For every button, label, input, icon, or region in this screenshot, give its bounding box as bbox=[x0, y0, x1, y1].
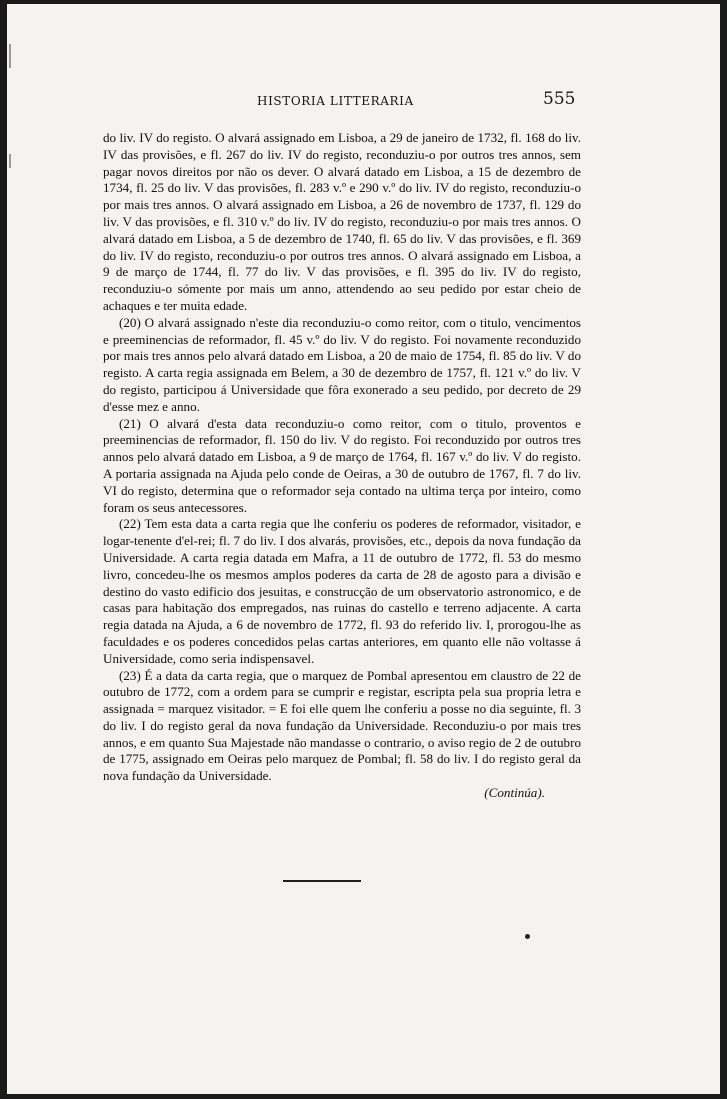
page-header bbox=[7, 89, 720, 112]
body-text bbox=[103, 130, 581, 802]
scan-margin-mark bbox=[9, 154, 11, 168]
note-21: (21) O alvará d'esta data reconduziu-o como reitor, com o titulo, proventos e preeminencias de reformador, fl. 150 do liv. V do registo. Foi reconduzido por outros tres annos pelo alvará datado em Lisboa, a 9 de março de 1764, fl. 167 v.º do liv. V do registo. A portaria assignada na Ajuda pelo conde de Oeiras, a 30 de outubro de 1767, fl. 7 do liv. VI do registo, determina que o reformador seja contado na ultima terça por inteiro, como foram os seus antecessores. bbox=[103, 415, 581, 515]
running-title: HISTORIA LITTERARIA bbox=[257, 94, 414, 108]
document-page bbox=[7, 4, 720, 1094]
scan-margin-mark bbox=[9, 44, 11, 68]
note-20: (20) O alvará assignado n'este dia reconduziu-o como reitor, com o titulo, vencimentos e preeminencias de reformador, fl. 45 v.º do liv. V do registo. Foi novamente reconduzido por mais tres annos pelo alvará datado em Lisboa, a 20 de maio de 1754, fl. 85 do liv. V do registo. A carta regia assignada em Belem, a 30 de dezembro de 1757, fl. 121 v.º do liv. V do registo, participou á Universidade que fôra exonerado a seu pedido, por decreto de 29 d'esse mez e anno. bbox=[103, 314, 581, 414]
ink-speck bbox=[525, 934, 530, 939]
section-rule bbox=[283, 880, 361, 882]
note-22: (22) Tem esta data a carta regia que lhe conferiu os poderes de reformador, visitador, e logar-tenente d'el-rei; fl. 7 do liv. I dos alvarás, provisões, etc., depois da nova fundação da Universidade. A carta regia datada em Mafra, a 11 de outubro de 1772, fl. 53 do mesmo livro, concedeu-lhe os mesmos amplos poderes da carta de 28 de agosto para a divisão e destino do vasto edificio dos jesuitas, e construcção de um observatorio astronomico, e de casas para habitação dos empregados, nas ruinas do castello e terreno adjacente. A carta regia datada na Ajuda, a 6 de novembro de 1772, fl. 93 do referido liv. I, prorogou-lhe as faculdades e os poderes concedidos pelas cartas anteriores, em quanto elle não voltasse á Universidade, como seria indispensavel. bbox=[103, 516, 581, 666]
continuation-note: (Continúa). bbox=[484, 785, 545, 801]
paragraph-continued: do liv. IV do registo. O alvará assignado em Lisboa, a 29 de janeiro de 1732, fl. 168 do liv. IV das provisões, e fl. 267 do liv. IV do registo, reconduziu-o por outros tres annos, sem pagar novos direitos por não os dever. O alvará datado em Lisboa, a 15 de dezembro de 1734, fl. 25 do liv. V das provisões, fl. 283 v.º e 290 v.º do liv. IV do registo, reconduziu-o por mais tres annos. O alvará assignado em Lisboa, a 26 de novembro de 1737, fl. 129 do liv. V das provisões, e fl. 310 v.º do liv. IV do registo, reconduziu-o por mais tres annos. O alvará datado em Lisboa, a 5 de dezembro de 1740, fl. 65 do liv. V das provisões, e fl. 369 do liv. IV do registo, reconduziu-o por outros tres annos. O alvará assignado em Lisboa, a 9 de março de 1744, fl. 77 do liv. V das provisões, e fl. 395 do liv. IV do registo, reconduziu-o sómente por mais um anno, attendendo ao seu pedido por estar cheio de achaques e ter muita edade. bbox=[103, 130, 581, 313]
note-23: (23) É a data da carta regia, que o marquez de Pombal apresentou em claustro de 22 de outubro de 1772, com a ordem para se cumprir e registar, escripta pela sua propria letra e assignada = marquez visitador. = E foi elle quem lhe conferiu a posse no dia seguinte, fl. 3 do liv. I do registo geral da nova fundação da Universidade. Reconduziu-o por mais tres annos, e em quanto Sua Majestade não mandasse o contrario, o aviso regio de 2 de outubro de 1775, assignado em Oeiras pelo marquez de Pombal; fl. 58 do liv. I do registo geral da nova fundação da Universidade. bbox=[103, 667, 581, 784]
page-number: 555 bbox=[543, 89, 576, 109]
